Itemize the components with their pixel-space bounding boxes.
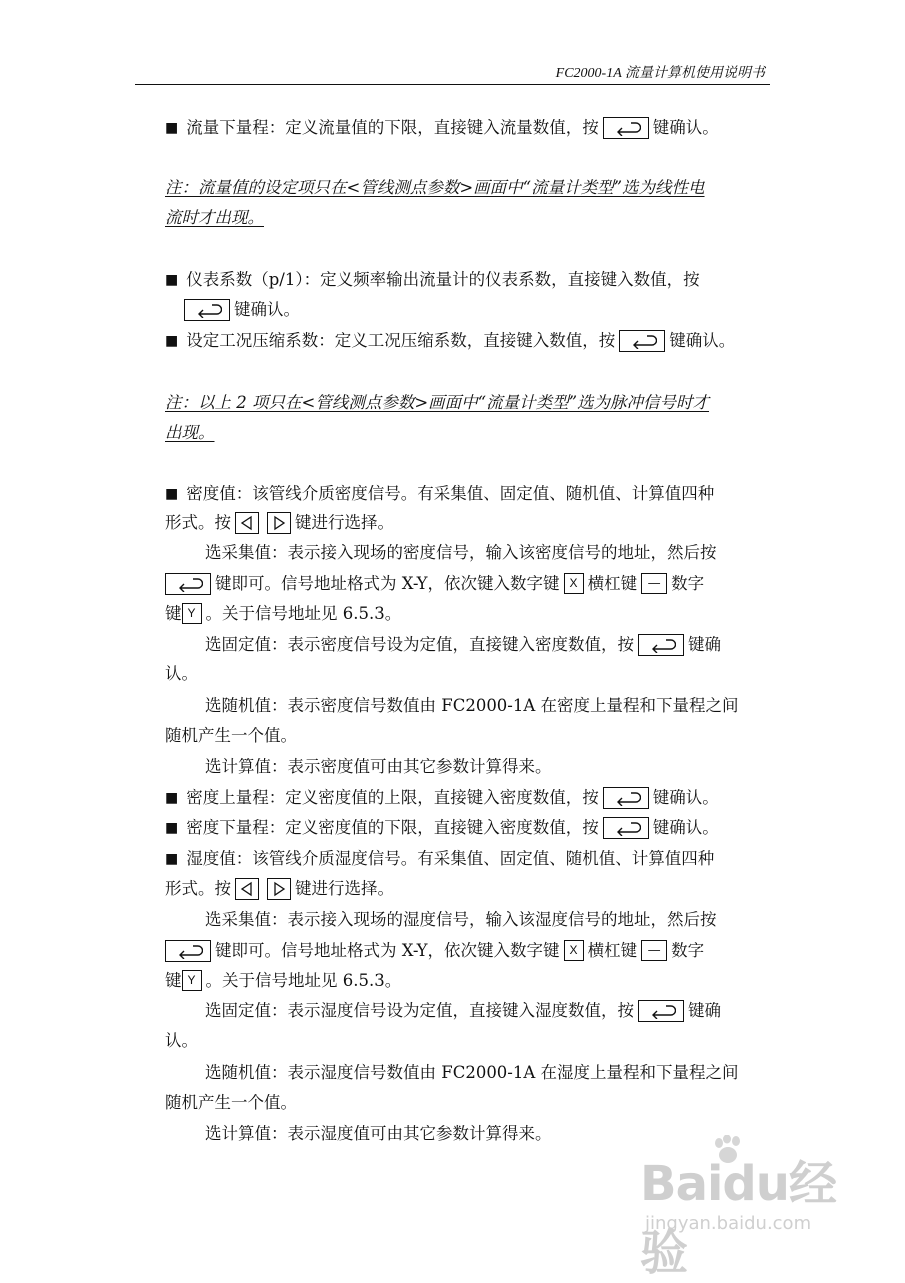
meter-factor-text: 仪表系数（p/1）：定义频率输出流量计的仪表系数，直接键入数值，按 — [186, 270, 700, 289]
humidity-collect-text: 键即可。信号地址格式为 X-Y，依次键入数字键 — [215, 941, 560, 960]
enter-key-icon — [603, 117, 649, 139]
humidity-dash-label: 横杠键 — [587, 941, 638, 960]
density-line2 — [165, 511, 770, 535]
humidity-line2 — [165, 877, 770, 901]
flow-lower-tail: 键确认。 — [652, 118, 719, 137]
density-fixed-tail: 键确 — [688, 635, 721, 654]
humidity-random-line1: 选随机值：表示湿度信号数值由 FC2000-1A 在湿度上量程和下量程之间 — [205, 1063, 739, 1082]
density-upper-line — [165, 786, 770, 810]
meter-factor-line2 — [180, 298, 785, 322]
density-fixed-text: 选固定值：表示密度信号设为定值，直接键入密度数值，按 — [205, 635, 634, 654]
humidity-fixed-text: 选固定值：表示湿度信号设为定值，直接键入湿度数值，按 — [205, 1001, 634, 1020]
compress-factor-line — [165, 329, 770, 353]
enter-key-icon — [638, 1000, 684, 1022]
y-key: Y — [182, 603, 202, 624]
humidity-line1 — [165, 847, 770, 871]
humidity-fixed-line1 — [205, 999, 770, 1023]
density-collect-line1: 选采集值：表示接入现场的密度信号，输入该密度信号的地址，然后按 — [205, 543, 717, 562]
note2-line1: 注：以上 2 项只在<管线测点参数>画面中“流量计类型”选为脉冲信号时才 — [165, 393, 710, 412]
density-random-line2: 随机产生一个值。 — [165, 726, 297, 745]
density-collect-line3 — [165, 602, 770, 626]
bullet-icon: ■ — [165, 486, 179, 502]
humidity-digit-label: 数字 — [671, 941, 705, 960]
note1-line2: 流时才出现。 — [165, 208, 264, 227]
humidity-fixed-tail: 键确 — [688, 1001, 721, 1020]
enter-key-icon — [603, 817, 649, 839]
dash-key: — — [641, 573, 667, 594]
enter-key-icon — [165, 573, 211, 595]
humidity-collect-line3 — [165, 969, 770, 993]
watermark-url: jingyan.baidu.com — [645, 1213, 812, 1234]
compress-factor-tail: 键确认。 — [669, 331, 736, 350]
humidity-random-line2: 随机产生一个值。 — [165, 1093, 297, 1112]
bullet-icon: ■ — [165, 272, 179, 288]
y-key: Y — [182, 970, 202, 991]
flow-lower-label: 流量下量程：定义流量值的下限，直接键入流量数值，按 — [186, 118, 599, 137]
enter-key-icon — [603, 787, 649, 809]
header-rule — [135, 84, 770, 85]
watermark-logo: Baidu经验 — [640, 1156, 836, 1281]
humidity-fixed-line2: 认。 — [165, 1031, 198, 1050]
density-lower-line — [165, 816, 770, 840]
enter-key-icon — [638, 634, 684, 656]
humidity-calc-line: 选计算值：表示湿度值可由其它参数计算得来。 — [205, 1124, 552, 1143]
humidity-key-label: 键 — [165, 971, 182, 990]
density-dash-label: 横杠键 — [587, 574, 638, 593]
density-collect-line2 — [165, 572, 770, 596]
humidity-collect-line2 — [165, 939, 770, 963]
baidu-watermark — [640, 1135, 870, 1281]
triangle-left-icon — [235, 878, 259, 900]
x-key: X — [564, 573, 584, 594]
x-key: X — [564, 940, 584, 961]
triangle-right-icon — [267, 878, 291, 900]
density-collect-text: 键即可。信号地址格式为 X-Y，依次键入数字键 — [215, 574, 560, 593]
bullet-icon: ■ — [165, 333, 179, 349]
density-fixed-line2: 认。 — [165, 664, 198, 683]
dash-key: — — [641, 940, 667, 961]
meter-factor-tail: 键确认。 — [234, 300, 300, 319]
note2-line2: 出现。 — [165, 423, 215, 442]
humidity-collect-line1: 选采集值：表示接入现场的湿度信号，输入该湿度信号的地址，然后按 — [205, 910, 717, 929]
density-upper-label: 密度上量程：定义密度值的上限，直接键入密度数值，按 — [186, 788, 599, 807]
density-select-text: 形式。按 — [165, 513, 231, 532]
note1-line1: 注：流量值的设定项只在<管线测点参数>画面中“流量计类型”选为线性电 — [165, 178, 705, 197]
triangle-left-icon — [235, 512, 259, 534]
header-title: FC2000-1A 流量计算机使用说明书 — [555, 66, 765, 81]
humidity-address-ref: 。关于信号地址见 6.5.3。 — [205, 971, 402, 990]
triangle-right-icon — [267, 512, 291, 534]
humidity-text: 湿度值：该管线介质湿度信号。有采集值、固定值、随机值、计算值四种 — [186, 849, 715, 868]
density-random-line1: 选随机值：表示密度信号数值由 FC2000-1A 在密度上量程和下量程之间 — [205, 696, 739, 715]
bullet-icon: ■ — [165, 120, 179, 136]
bullet-icon: ■ — [165, 790, 179, 806]
density-select-tail: 键进行选择。 — [295, 513, 394, 532]
meter-factor-line1 — [165, 268, 770, 292]
enter-key-icon — [619, 330, 665, 352]
density-key-label: 键 — [165, 604, 182, 623]
density-line1 — [165, 482, 770, 506]
enter-key-icon — [184, 299, 230, 321]
density-lower-tail: 键确认。 — [652, 818, 719, 837]
humidity-select-tail: 键进行选择。 — [295, 879, 394, 898]
bullet-icon: ■ — [165, 820, 179, 836]
density-calc-line: 选计算值：表示密度值可由其它参数计算得来。 — [205, 757, 552, 776]
enter-key-icon — [165, 940, 211, 962]
density-text: 密度值：该管线介质密度信号。有采集值、固定值、随机值、计算值四种 — [186, 484, 715, 503]
bullet-icon: ■ — [165, 851, 179, 867]
density-lower-label: 密度下量程：定义密度值的下限，直接键入密度数值，按 — [186, 818, 599, 837]
humidity-select-text: 形式。按 — [165, 879, 231, 898]
density-fixed-line1 — [205, 633, 770, 657]
flow-lower-line — [165, 116, 770, 140]
density-address-ref: 。关于信号地址见 6.5.3。 — [205, 604, 402, 623]
density-digit-label: 数字 — [671, 574, 705, 593]
compress-factor-label: 设定工况压缩系数：定义工况压缩系数，直接键入数值，按 — [186, 331, 616, 350]
density-upper-tail: 键确认。 — [652, 788, 719, 807]
